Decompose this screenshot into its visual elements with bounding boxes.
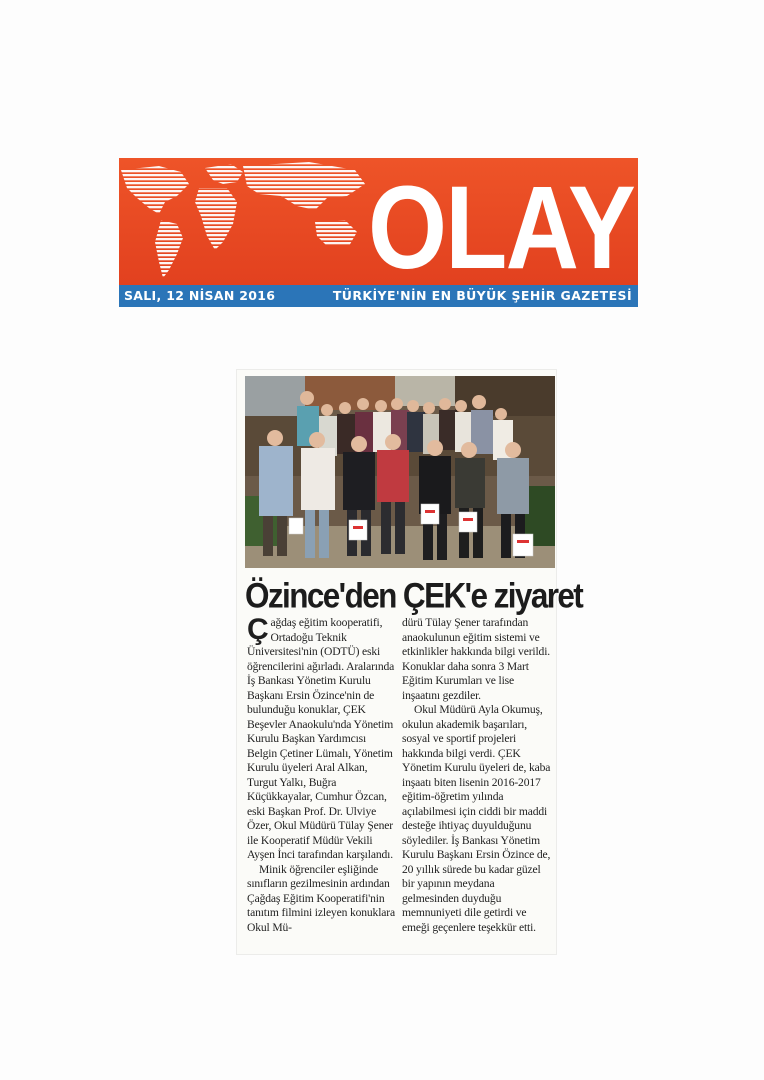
masthead-info-strip [119,285,638,307]
article-clipping [237,370,583,954]
article-column-right [402,616,554,935]
olay-logo [367,164,635,282]
article-paragraph: Çağdaş eğitim kooperatifi, Ortadoğu Teknik Üniversitesi'nin (ODTÜ) eski öğrencilerini ağırladı. Aralarında İş Bankası Yönetim Kurulu Başkanı Ersin Özince'nin de bulunduğu konuklar, ÇEK Beşevler Anaokulu'nda Yönetim Kurulu Başkan Yardımcısı Belgin Çetiner Lümalı, Yönetim Kurulu üyeleri Aral Alkan, Turgut Yalkı, Buğra Küçükkayalar, Cumhur Özcan, eski Başkan Prof. Dr. Ulviye Özer, Okul Müdürü Tülay Şener ile Kooperatif Müdür Vekili Ayşen İnci tarafından karşılandı. [247,613,395,861]
article-paragraph: dürü Tülay Şener tarafından anaokulunun eğitim sistemi ve etkinlikler hakkında bilgi verildi. Konuklar daha sonra 3 Mart Eğitim Kurumları ve lise inşaatını gezdiler. [402,616,551,702]
newspaper-slogan: TÜRKİYE'NİN EN BÜYÜK ŞEHİR GAZETESİ [332,288,632,303]
issue-date: SALI, 12 NİSAN 2016 [124,288,276,303]
drop-cap: Ç [247,613,269,646]
group-photo-icon [245,376,555,568]
newspaper-masthead [119,158,638,308]
group-photo [245,376,555,568]
masthead-logo-text: OLAY [368,164,635,282]
masthead-banner [119,158,638,285]
article-paragraph: Minik öğrenciler eşliğinde sınıfların gezilmesinin ardından Çağdaş Eğitim Kooperatifi'nin tanıtım filmini izleyen konuklara Okul Mü- [247,862,395,934]
article-headline: Özince'den ÇEK'e ziyaret [245,574,583,616]
article-column-left [247,613,397,935]
article-paragraph: Okul Müdürü Ayla Okumuş, okulun akademik başarıları, sosyal ve sportif projeleri hakkında bilgi verdi. ÇEK Yönetim Kurulu üyeleri de, kaba inşaatı biten lisenin 2016-2017 eğitim-öğretim yılında açılabilmesi için ciddi bir maddi desteğe ihtiyaç duyulduğunu söylediler. İş Bankası Yönetim Kurulu Başkanı Ersin Özince de, 20 yıllık sürede bu kadar güzel bir yapının meydana gelmesinden duyduğu memnuniyeti dile getirdi ve emeği geçenlere teşekkür etti. [402,703,551,934]
